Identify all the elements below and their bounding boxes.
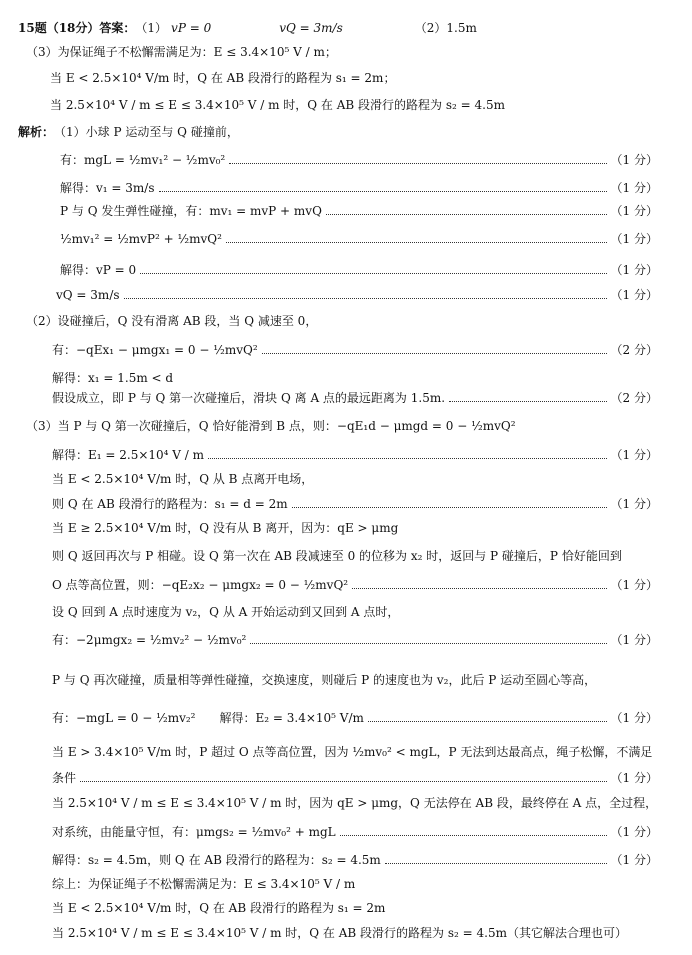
leader-dots [80,781,607,782]
p2-head: （2）设碰撞后，Q 没有滑离 AB 段，当 Q 减速至 0， [26,314,318,328]
score-label: （1 分） [610,153,658,167]
score-label: （1 分） [610,771,658,785]
score-label: （1 分） [610,711,658,725]
leader-dots [385,863,607,864]
summary-2: 当 E < 2.5×10⁴ V/m 时，Q 在 AB 段滑行的路程为 s₁ = 2m [52,901,386,915]
p3-case3b: 条件 （1 分） [52,771,658,785]
answer-1-prefix: （1） [135,21,168,35]
score-label: （1 分） [610,288,658,302]
answer-vP: vP = 0 [171,21,212,35]
leader-dots [140,273,606,274]
leader-dots [250,643,606,644]
p3-case2f: P 与 Q 再次碰撞，质量相等弹性碰撞，交换速度，则碰后 P 的速度也为 v₂，此后 P 运动至圆心等高， [52,673,597,687]
leader-dots [262,353,607,354]
p1-eq2-line: P 与 Q 发生弹性碰撞，有：mv₁ = mvP + mvQ （1 分） [60,204,658,218]
analysis-part1-head: （1）小球 P 运动至与 Q 碰撞前， [54,125,239,139]
score-label: （1 分） [610,633,658,647]
score-label: （1 分） [610,825,658,839]
p2-sol1-line: 解得：x₁ = 1.5m < d [52,371,174,385]
summary-1: 综上：为保证绳子不松懈需满足为：E ≤ 3.4×10⁵ V / m [52,877,356,891]
p3-head: （3）当 P 与 Q 第一次碰撞后，Q 恰好能滑到 B 点，则：−qE₁d − μmgd = 0 − ½mvQ² [26,419,516,433]
p2-eq1-line: 有：−qEx₁ − μmgx₁ = 0 − ½mvQ² （2 分） [52,343,658,357]
answer-vQ: vQ = 3m/s [279,21,343,35]
p3-case4: 当 2.5×10⁴ V / m ≤ E ≤ 3.4×10⁵ V / m 时，因为 qE > μmg，Q 无法停在 AB 段，最终停在 A 点，全过程， [52,796,658,810]
answer-3-line-1: （3）为保证绳子不松懈需满足为：E ≤ 3.4×10⁵ V / m； [26,45,337,59]
leader-dots [159,191,607,192]
leader-dots [368,721,607,722]
leader-dots [326,214,607,215]
score-label: （1 分） [610,578,658,592]
leader-dots [226,242,607,243]
leader-dots [229,163,606,164]
score-label: （1 分） [610,204,658,218]
summary-3: 当 2.5×10⁴ V / m ≤ E ≤ 3.4×10⁵ V / m 时，Q 在 AB 段滑行的路程为 s₂ = 4.5m（其它解法合理也可） [52,926,627,940]
p3-case2c: O 点等高位置，则：−qE₂x₂ − μmgx₂ = 0 − ½mvQ² （1 分） [52,578,658,592]
analysis-head [18,124,690,140]
answer-3-line-2: 当 E < 2.5×10⁴ V/m 时，Q 在 AB 段滑行的路程为 s₁ = 2m； [50,71,396,85]
p1-eq3-line: ½mv₁² = ½mvP² + ½mvQ² （1 分） [60,232,658,246]
score-label: （1 分） [610,263,658,277]
p1-sol2-line: 解得：vP = 0 （1 分） [60,263,658,277]
score-label: （2 分） [610,391,658,405]
question-label: 15题（18分）答案： [18,21,136,35]
score-label: （1 分） [610,497,658,511]
p1-sol3-line: vQ = 3m/s （1 分） [56,288,658,302]
p3-sol1-line: 解得：E₁ = 2.5×10⁴ V / m （1 分） [52,448,658,462]
leader-dots [292,507,607,508]
p3-case2: 当 E ≥ 2.5×10⁴ V/m 时，Q 没有从 B 离开，因为：qE > μmg [52,521,399,535]
p3-case2d: 设 Q 回到 A 点时速度为 v₂，Q 从 A 开始运动到又回到 A 点时， [52,605,400,619]
leader-dots [449,401,607,402]
score-label: （1 分） [610,181,658,195]
p3-case4b: 对系统，由能量守恒，有：μmgs₂ = ½mv₀² + mgL （1 分） [52,825,658,839]
p3-case2e: 有：−2μmgx₂ = ½mv₂² − ½mv₀² （1 分） [52,633,658,647]
p3-case3: 当 E > 3.4×10⁵ V/m 时，P 超过 O 点等高位置，因为 ½mv₀² < mgL，P 无法到达最高点，绳子松懈，不满足 [52,745,653,759]
p3-case4c: 解得：s₂ = 4.5m，则 Q 在 AB 段滑行的路程为：s₂ = 4.5m （1 分） [52,853,658,867]
leader-dots [208,458,607,459]
p3-case2b: 则 Q 返回再次与 P 相碰。设 Q 第一次在 AB 段减速至 0 的位移为 x₂ 时，返回与 P 碰撞后，P 恰好能回到 [52,549,622,563]
p3-case1b: 则 Q 在 AB 段滑行的路程为：s₁ = d = 2m （1 分） [52,497,658,511]
p3-case2g: 有：−mgL = 0 − ½mv₂² 解得：E₂ = 3.4×10⁵ V/m （1 分） [52,711,658,725]
score-label: （1 分） [610,853,658,867]
answer-2: （2）1.5m [414,21,477,35]
leader-dots [340,835,607,836]
p1-eq1-line: 有：mgL = ½mv₁² − ½mv₀² （1 分） [60,153,658,167]
analysis-title: 解析： [18,125,55,139]
p3-case1: 当 E < 2.5×10⁴ V/m 时，Q 从 B 点离开电场， [52,472,314,486]
answer-header-line [18,20,690,36]
p2-concl-line: 假设成立，即 P 与 Q 第一次碰撞后，滑块 Q 离 A 点的最远距离为 1.5m. （2 分） [52,391,658,405]
score-label: （2 分） [610,343,658,357]
score-label: （1 分） [610,232,658,246]
answer-3-line-3: 当 2.5×10⁴ V / m ≤ E ≤ 3.4×10⁵ V / m 时，Q 在 AB 段滑行的路程为 s₂ = 4.5m [50,98,505,112]
leader-dots [124,298,607,299]
score-label: （1 分） [610,448,658,462]
leader-dots [352,588,606,589]
p1-sol1-line: 解得：v₁ = 3m/s （1 分） [60,181,658,195]
